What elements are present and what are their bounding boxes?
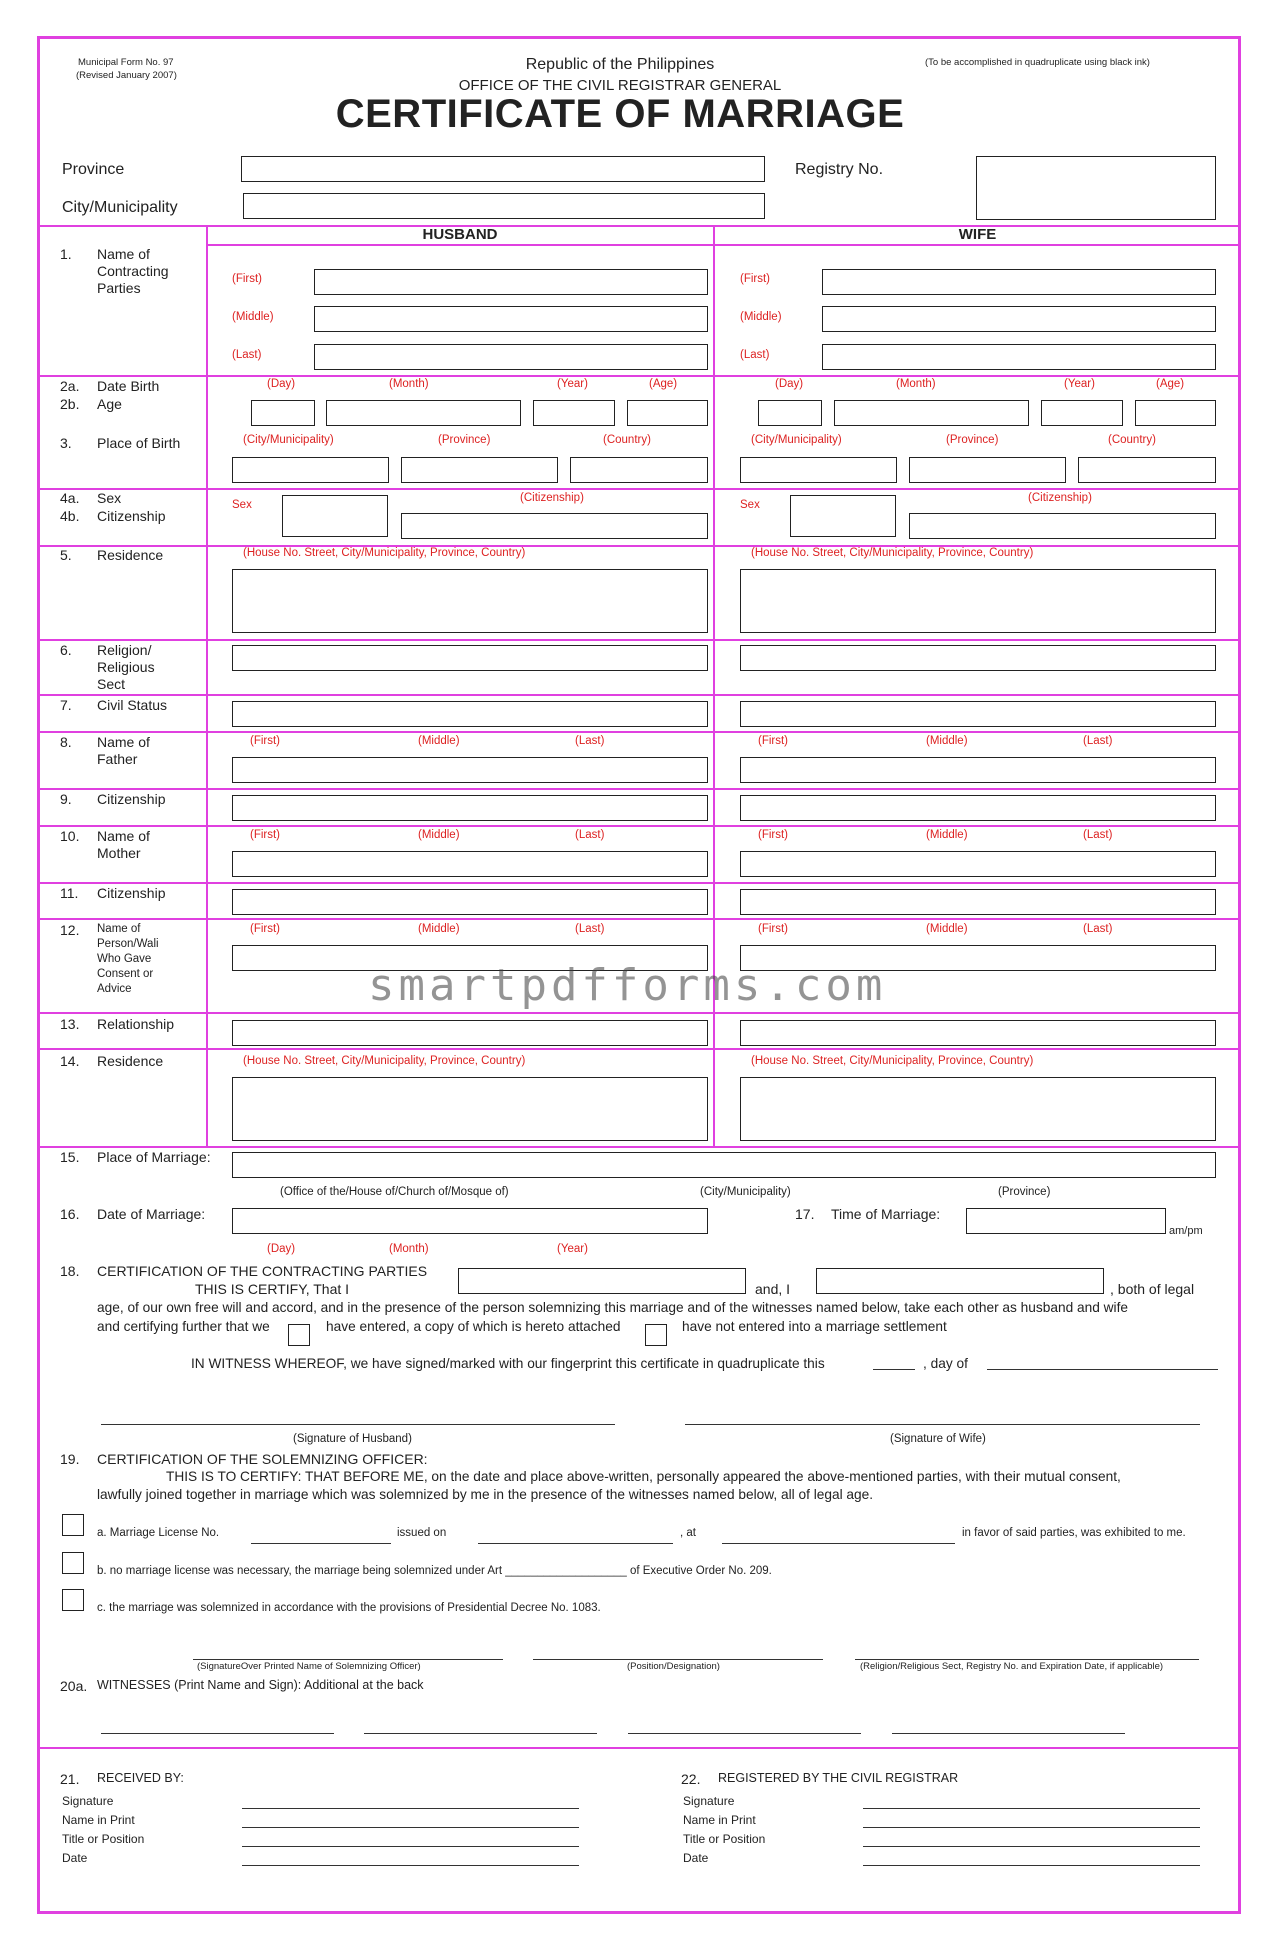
husband-civil-status-field[interactable] — [232, 701, 708, 727]
item-number: 10. — [60, 828, 80, 844]
month-sublabel: (Month) — [389, 378, 429, 390]
wife-citizenship-field[interactable] — [909, 513, 1216, 539]
witness-line[interactable] — [101, 1733, 334, 1734]
husband-birth-city-field[interactable] — [232, 457, 389, 483]
license-no-label: a. Marriage License No. — [97, 1527, 220, 1539]
first-sublabel: (First) — [250, 923, 281, 935]
item-number: 20a. — [60, 1678, 88, 1694]
received-signature-line[interactable] — [242, 1808, 579, 1809]
registry-field[interactable] — [976, 156, 1216, 220]
husband-middle-name-field[interactable] — [314, 306, 708, 332]
city-field[interactable] — [243, 193, 765, 219]
husband-citizenship-field[interactable] — [401, 513, 708, 539]
item-number: 11. — [60, 885, 79, 901]
cert-officer-line2: lawfully joined together in marriage which was solemnized by me in the presence of the witnesses named below, all of legal age. — [97, 1487, 874, 1502]
item-number: 18. — [60, 1263, 80, 1279]
item-number: 21. — [60, 1771, 80, 1787]
middle-sublabel: (Middle) — [926, 923, 968, 935]
husband-signature-line[interactable] — [101, 1424, 615, 1425]
month-sublabel: (Month) — [896, 378, 936, 390]
father-citizenship-label: Citizenship — [97, 791, 166, 807]
husband-age-field[interactable] — [627, 400, 708, 426]
wife-mother-citizenship-field[interactable] — [740, 889, 1216, 915]
consent-residence-label: Residence — [97, 1053, 164, 1069]
wife-birth-year-field[interactable] — [1041, 400, 1123, 426]
husband-birth-day-field[interactable] — [251, 400, 315, 426]
husband-birth-province-field[interactable] — [401, 457, 558, 483]
consent-person-label: Name of Person/Wali Who Gave Consent or Advice — [97, 923, 159, 995]
wife-residence-field[interactable] — [740, 569, 1216, 633]
received-date-line[interactable] — [242, 1865, 579, 1866]
received-title-label: Title or Position — [62, 1832, 145, 1846]
divider — [37, 694, 1241, 696]
husband-birth-month-field[interactable] — [326, 400, 521, 426]
date-of-marriage-field[interactable] — [232, 1208, 708, 1234]
divider — [37, 545, 1241, 547]
divider — [206, 225, 208, 1147]
registered-name-line[interactable] — [863, 1827, 1200, 1828]
place-of-birth-label: Place of Birth — [97, 435, 181, 451]
first-sublabel: (First) — [758, 829, 789, 841]
ink-note: (To be accomplished in quadruplicate using black ink) — [925, 57, 1150, 68]
item-number: 9. — [60, 791, 72, 807]
city-sublabel: (City/Municipality) — [751, 434, 842, 446]
received-signature-label: Signature — [62, 1794, 114, 1808]
settlement-entered-checkbox[interactable] — [288, 1324, 310, 1346]
license-no-blank[interactable] — [251, 1543, 391, 1544]
husband-religion-field[interactable] — [232, 645, 708, 671]
city-label: City/Municipality — [62, 199, 178, 216]
item-number: 2a. — [60, 378, 80, 394]
month-sublabel: (Month) — [389, 1243, 429, 1255]
residence-sublabel: (House No. Street, City/Municipality, Province, Country) — [243, 1055, 526, 1067]
received-by-title: RECEIVED BY: — [97, 1771, 184, 1785]
husband-birth-year-field[interactable] — [533, 400, 615, 426]
cert-parties-line3a: and certifying further that we — [97, 1319, 270, 1334]
wife-civil-status-field[interactable] — [740, 701, 1216, 727]
wife-middle-name-field[interactable] — [822, 306, 1216, 332]
first-sublabel: (First) — [758, 923, 789, 935]
province-sublabel: (Province) — [998, 1186, 1051, 1198]
country-sublabel: (Country) — [1108, 434, 1156, 446]
registered-signature-line[interactable] — [863, 1808, 1200, 1809]
registered-date-label: Date — [683, 1851, 709, 1865]
wife-birth-month-field[interactable] — [834, 400, 1029, 426]
item-number: 13. — [60, 1016, 80, 1032]
last-sublabel: (Last) — [1083, 923, 1113, 935]
item-number: 14. — [60, 1053, 80, 1069]
no-license-checkbox[interactable] — [62, 1552, 84, 1574]
received-name-line[interactable] — [242, 1827, 579, 1828]
wife-certify-name-field[interactable] — [816, 1268, 1104, 1294]
wife-age-field[interactable] — [1135, 400, 1216, 426]
issued-at-blank[interactable] — [722, 1543, 955, 1544]
wife-birth-city-field[interactable] — [740, 457, 897, 483]
no-license-text: b. no marriage license was necessary, the marriage being solemnized under Art ___________________ of Executive Order No. 209. — [97, 1565, 772, 1577]
issued-on-label: issued on — [397, 1527, 447, 1539]
divider — [37, 788, 1241, 790]
age-sublabel: (Age) — [649, 378, 678, 390]
middle-sublabel: (Middle) — [232, 311, 274, 323]
husband-first-name-field[interactable] — [314, 269, 708, 295]
last-sublabel: (Last) — [232, 349, 262, 361]
name-of-parties-label: Name of Contracting Parties — [97, 246, 169, 296]
wife-birth-country-field[interactable] — [1078, 457, 1216, 483]
sex-sublabel: Sex — [232, 499, 252, 511]
last-sublabel: (Last) — [575, 735, 605, 747]
wife-signature-caption: (Signature of Wife) — [890, 1433, 986, 1445]
cert-officer-title: CERTIFICATION OF THE SOLEMNIZING OFFICER: — [97, 1451, 428, 1467]
form-number: Municipal Form No. 97 — [78, 57, 174, 68]
age-sublabel: (Age) — [1156, 378, 1185, 390]
registered-signature-label: Signature — [683, 1794, 735, 1808]
wife-last-name-field[interactable] — [822, 344, 1216, 370]
day-sublabel: (Day) — [267, 1243, 296, 1255]
registry-label: Registry No. — [795, 161, 884, 178]
officer-signature-caption: (SignatureOver Printed Name of Solemnizing Officer) — [197, 1661, 421, 1672]
husband-last-name-field[interactable] — [314, 344, 708, 370]
wife-birth-province-field[interactable] — [909, 457, 1066, 483]
residence-label: Residence — [97, 547, 164, 563]
year-sublabel: (Year) — [1064, 378, 1095, 390]
cert-parties-line3b: have entered, a copy of which is hereto attached — [326, 1319, 621, 1334]
divider — [37, 882, 1241, 884]
place-of-marriage-label: Place of Marriage: — [97, 1149, 211, 1165]
wife-sex-field[interactable] — [790, 495, 896, 537]
year-sublabel: (Year) — [557, 1243, 588, 1255]
cert-parties-line3c: have not entered into a marriage settlement — [682, 1319, 947, 1334]
divider — [206, 244, 1241, 246]
place-of-marriage-field[interactable] — [232, 1152, 1216, 1178]
divider — [37, 918, 1241, 920]
wife-consent-residence-field[interactable] — [740, 1077, 1216, 1141]
time-of-marriage-field[interactable] — [966, 1208, 1166, 1234]
province-label: Province — [62, 161, 125, 178]
divider — [37, 1012, 1241, 1014]
middle-sublabel: (Middle) — [926, 735, 968, 747]
mother-name-label: Name of Mother — [97, 828, 150, 861]
middle-sublabel: (Middle) — [418, 923, 460, 935]
cert-parties-certify: THIS IS CERTIFY, That I — [195, 1281, 350, 1297]
cert-parties-title: CERTIFICATION OF THE CONTRACTING PARTIES — [97, 1263, 428, 1279]
received-title-line[interactable] — [242, 1846, 579, 1847]
both-legal-text: , both of legal — [1110, 1281, 1195, 1297]
year-sublabel: (Year) — [557, 378, 588, 390]
country-sublabel: (Country) — [603, 434, 651, 446]
residence-sublabel: (House No. Street, City/Municipality, Province, Country) — [751, 1055, 1034, 1067]
citizenship-sublabel: (Citizenship) — [520, 492, 584, 504]
registered-title-line[interactable] — [863, 1846, 1200, 1847]
officer-position-caption: (Position/Designation) — [627, 1661, 720, 1672]
page-title: CERTIFICATE OF MARRIAGE — [335, 92, 905, 136]
republic-line: Republic of the Philippines — [525, 56, 715, 73]
item-number: 12. — [60, 922, 80, 938]
item-number: 8. — [60, 734, 72, 750]
divider — [37, 488, 1241, 490]
citizenship-sublabel: (Citizenship) — [1028, 492, 1092, 504]
witness-line[interactable] — [628, 1733, 861, 1734]
province-field[interactable] — [241, 156, 765, 182]
province-sublabel: (Province) — [946, 434, 999, 446]
item-number: 17. — [795, 1206, 815, 1222]
divider — [37, 731, 1241, 733]
item-number: 1. — [60, 246, 72, 262]
wife-birth-day-field[interactable] — [758, 400, 822, 426]
item-number: 6. — [60, 642, 72, 658]
civil-status-label: Civil Status — [97, 697, 168, 713]
husband-mother-name-field[interactable] — [232, 851, 708, 877]
first-sublabel: (First) — [758, 735, 789, 747]
age-label: Age — [97, 396, 122, 412]
received-name-label: Name in Print — [62, 1813, 135, 1827]
item-number: 7. — [60, 697, 72, 713]
day-sublabel: (Day) — [775, 378, 804, 390]
day-blank[interactable] — [873, 1369, 915, 1370]
citizenship-label: Citizenship — [97, 508, 166, 524]
item-number: 15. — [60, 1149, 80, 1165]
middle-sublabel: (Middle) — [926, 829, 968, 841]
husband-signature-caption: (Signature of Husband) — [293, 1433, 412, 1445]
residence-sublabel: (House No. Street, City/Municipality, Province, Country) — [751, 547, 1034, 559]
item-number: 5. — [60, 547, 72, 563]
sex-label: Sex — [97, 490, 122, 506]
residence-sublabel: (House No. Street, City/Municipality, Province, Country) — [243, 547, 526, 559]
pd-1083-checkbox[interactable] — [62, 1589, 84, 1611]
sex-sublabel: Sex — [740, 499, 760, 511]
wife-signature-line[interactable] — [685, 1424, 1200, 1425]
day-of-text: , day of — [923, 1356, 968, 1371]
am-pm-label: am/pm — [1169, 1225, 1203, 1237]
relationship-label: Relationship — [97, 1016, 175, 1032]
registered-by-title: REGISTERED BY THE CIVIL REGISTRAR — [718, 1771, 959, 1785]
husband-mother-citizenship-field[interactable] — [232, 889, 708, 915]
divider — [37, 825, 1241, 827]
husband-certify-name-field[interactable] — [458, 1268, 746, 1294]
day-sublabel: (Day) — [267, 378, 296, 390]
wife-mother-name-field[interactable] — [740, 851, 1216, 877]
middle-sublabel: (Middle) — [740, 311, 782, 323]
last-sublabel: (Last) — [1083, 735, 1113, 747]
item-number: 3. — [60, 435, 72, 451]
husband-header: HUSBAND — [422, 226, 498, 243]
date-of-marriage-label: Date of Marriage: — [97, 1206, 206, 1222]
husband-birth-country-field[interactable] — [570, 457, 708, 483]
first-sublabel: (First) — [740, 273, 771, 285]
first-sublabel: (First) — [232, 273, 263, 285]
at-label: , at — [680, 1527, 696, 1539]
pd-1083-text: c. the marriage was solemnized in accordance with the provisions of Presidential Decree No. 1083. — [97, 1602, 601, 1614]
wife-father-name-field[interactable] — [740, 757, 1216, 783]
husband-sex-field[interactable] — [282, 495, 388, 537]
father-name-label: Name of Father — [97, 734, 150, 767]
item-number: 4a. — [60, 490, 80, 506]
husband-consent-residence-field[interactable] — [232, 1077, 708, 1141]
cert-officer-line1: THIS IS TO CERTIFY: THAT BEFORE ME, on the date and place above-written, personally appeared the above-mentioned parties, with their mutual consent, — [166, 1469, 1121, 1484]
registered-title-label: Title or Position — [683, 1832, 766, 1846]
divider — [37, 639, 1241, 641]
witnesses-label: WITNESSES (Print Name and Sign): Additional at the back — [97, 1678, 424, 1692]
watermark: smartpdfforms.com — [368, 960, 887, 1011]
wife-relationship-field[interactable] — [740, 1020, 1216, 1046]
last-sublabel: (Last) — [575, 923, 605, 935]
wife-religion-field[interactable] — [740, 645, 1216, 671]
divider — [37, 375, 1241, 377]
city-sublabel: (City/Municipality) — [700, 1186, 791, 1198]
middle-sublabel: (Middle) — [418, 829, 460, 841]
husband-residence-field[interactable] — [232, 569, 708, 633]
item-number: 2b. — [60, 396, 80, 412]
last-sublabel: (Last) — [575, 829, 605, 841]
last-sublabel: (Last) — [740, 349, 770, 361]
in-favor-label: in favor of said parties, was exhibited to me. — [962, 1527, 1186, 1539]
registered-name-label: Name in Print — [683, 1813, 756, 1827]
husband-father-citizenship-field[interactable] — [232, 795, 708, 821]
province-sublabel: (Province) — [438, 434, 491, 446]
office-sublabel: (Office of the/House of/Church of/Mosque of) — [280, 1186, 509, 1198]
first-sublabel: (First) — [250, 735, 281, 747]
registered-date-line[interactable] — [863, 1865, 1200, 1866]
and-i-text: and, I — [755, 1281, 791, 1297]
date-birth-label: Date Birth — [97, 378, 160, 394]
officer-religion-caption: (Religion/Religious Sect, Registry No. and Expiration Date, if applicable) — [860, 1661, 1164, 1672]
divider — [37, 1048, 1241, 1050]
witness-whereof-text: IN WITNESS WHEREOF, we have signed/marked with our fingerprint this certificate in quadruplicate this — [191, 1356, 825, 1371]
item-number: 22. — [681, 1771, 701, 1787]
city-sublabel: (City/Municipality) — [243, 434, 334, 446]
wife-first-name-field[interactable] — [822, 269, 1216, 295]
item-number: 19. — [60, 1451, 80, 1467]
divider — [37, 1747, 1241, 1749]
settlement-not-entered-checkbox[interactable] — [645, 1324, 667, 1346]
revised-date: (Revised January 2007) — [76, 70, 177, 81]
cert-parties-line2: age, of our own free will and accord, and in the presence of the person solemnizing this marriage and of the witnesses named below, take each other as husband and wife — [97, 1300, 1128, 1315]
item-number: 4b. — [60, 508, 80, 524]
wife-father-citizenship-field[interactable] — [740, 795, 1216, 821]
last-sublabel: (Last) — [1083, 829, 1113, 841]
time-of-marriage-label: Time of Marriage: — [831, 1206, 941, 1222]
middle-sublabel: (Middle) — [418, 735, 460, 747]
husband-relationship-field[interactable] — [232, 1020, 708, 1046]
received-date-label: Date — [62, 1851, 88, 1865]
divider — [37, 1146, 1241, 1148]
month-year-blank[interactable] — [987, 1369, 1218, 1370]
first-sublabel: (First) — [250, 829, 281, 841]
item-number: 16. — [60, 1206, 80, 1222]
office-line: OFFICE OF THE CIVIL REGISTRAR GENERAL — [458, 77, 782, 94]
religion-label: Religion/ Religious Sect — [97, 642, 155, 692]
license-exhibited-checkbox[interactable] — [62, 1514, 84, 1536]
wife-header: WIFE — [958, 226, 997, 243]
issued-on-blank[interactable] — [478, 1543, 673, 1544]
husband-father-name-field[interactable] — [232, 757, 708, 783]
witness-line[interactable] — [364, 1733, 597, 1734]
mother-citizenship-label: Citizenship — [97, 885, 166, 901]
witness-line[interactable] — [892, 1733, 1125, 1734]
